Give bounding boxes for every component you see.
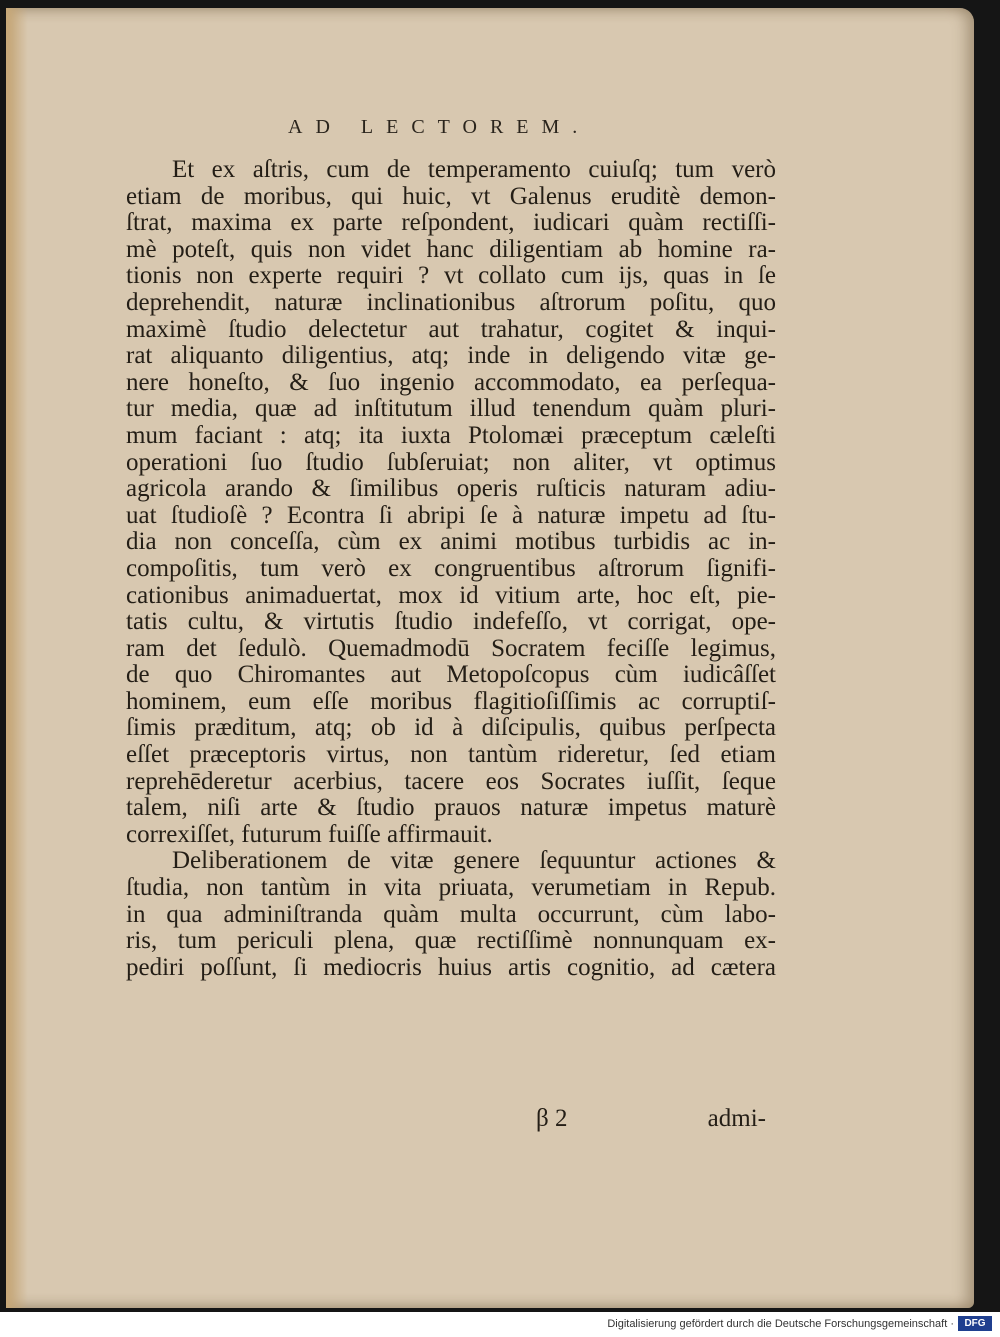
- signature-mark: β 2: [536, 1105, 568, 1132]
- text-line: nere honeſto, & ſuo ingenio accommodato, ea perſequa-: [126, 369, 776, 396]
- text-line: mè poteſt, quis non videt hanc diligentiam ab homine ra-: [126, 236, 776, 263]
- page-footer: [126, 1105, 776, 1135]
- text-line: tur media, quæ ad inſtitutum illud tenendum quàm pluri-: [126, 396, 776, 423]
- text-line: uat ſtudioſè ? Econtra ſi abripi ſe à naturæ impetu ad ſtu-: [126, 502, 776, 529]
- text-line: tionis non experte requiri ? vt collato cum ijs, quas in ſe: [126, 263, 776, 290]
- text-line: dia non conceſſa, cùm ex animi motibus turbidis ac in-: [126, 529, 776, 556]
- text-line: in qua adminiſtranda quàm multa occurrunt, cùm labo-: [126, 901, 776, 928]
- text-line: ram det ſedulò. Quemadmodū Socratem feciſſe legimus,: [126, 635, 776, 662]
- text-line: correxiſſet, futurum fuiſſe affirmauit.: [126, 821, 493, 848]
- credit-text: Digitalisierung gefördert durch die Deutsche Forschungsgemeinschaft ·: [607, 1318, 954, 1330]
- text-line: reprehēderetur acerbius, tacere eos Socrates iuſſit, ſeque: [126, 768, 776, 795]
- text-line: etiam de moribus, qui huic, vt Galenus eruditè demon-: [126, 183, 776, 210]
- text-line: ris, tum periculi plena, quæ rectiſſimè nonnunquam ex-: [126, 928, 776, 955]
- dfg-logo-icon: DFG: [958, 1316, 992, 1331]
- text-line: ſimis præditum, atq; ob id à diſcipulis, quibus perſpecta: [126, 715, 776, 742]
- text-line: deprehendit, naturæ inclinationibus aſtrorum poſitu, quo: [126, 289, 776, 316]
- text-line: pediri poſſunt, ſi mediocris huius artis cognitio, ad cætera: [126, 954, 776, 981]
- credit-bar: [0, 1312, 1000, 1337]
- text-line: agricola arando & ſimilibus operis ruſticis naturam adiu-: [126, 476, 776, 503]
- text-line: Et ex aſtris, cum de temperamento cuiuſq; tum verò: [172, 157, 776, 183]
- text-line: hominem, eum eſſe moribus flagitioſiſſimis ac corruptiſ-: [126, 688, 776, 715]
- page-gutter-shadow: [6, 8, 28, 1308]
- body-text: [126, 157, 776, 981]
- text-line: talem, niſi arte & ſtudio prauos naturæ impetus maturè: [126, 795, 776, 822]
- text-line: ſtrat, maxima ex parte reſpondent, iudicari quàm rectiſſi-: [126, 210, 776, 237]
- paragraph-1: [126, 157, 776, 848]
- text-line: rat aliquanto diligentius, atq; inde in deligendo vitæ ge-: [126, 343, 776, 370]
- running-head: AD LECTOREM.: [288, 116, 591, 138]
- text-line: eſſet præceptoris virtus, non tantùm rideretur, ſed etiam: [126, 742, 776, 769]
- text-line: tatis cultu, & virtutis ſtudio indefeſſo, vt corrigat, ope-: [126, 609, 776, 636]
- text-line: compoſitis, tum verò ex congruentibus aſtrorum ſignifi-: [126, 555, 776, 582]
- text-line: ſtudia, non tantùm in vita priuata, verumetiam in Repub.: [126, 875, 776, 902]
- text-line: Deliberationem de vitæ genere ſequuntur actiones &: [172, 848, 776, 875]
- paragraph-2: [126, 848, 776, 981]
- text-line: de quo Chiromantes aut Metopoſcopus cùm iudicâſſet: [126, 662, 776, 689]
- text-line: maximè ſtudio delectetur aut trahatur, cogitet & inqui-: [126, 316, 776, 343]
- text-line: mum faciant : atq; ita iuxta Ptolomæi præceptum cæleſti: [126, 422, 776, 449]
- text-line: cationibus animaduertat, mox id vitium arte, hoc eſt, pie-: [126, 582, 776, 609]
- catchword: admi-: [707, 1105, 766, 1132]
- text-line: operationi ſuo ſtudio ſubſeruiat; non aliter, vt optimus: [126, 449, 776, 476]
